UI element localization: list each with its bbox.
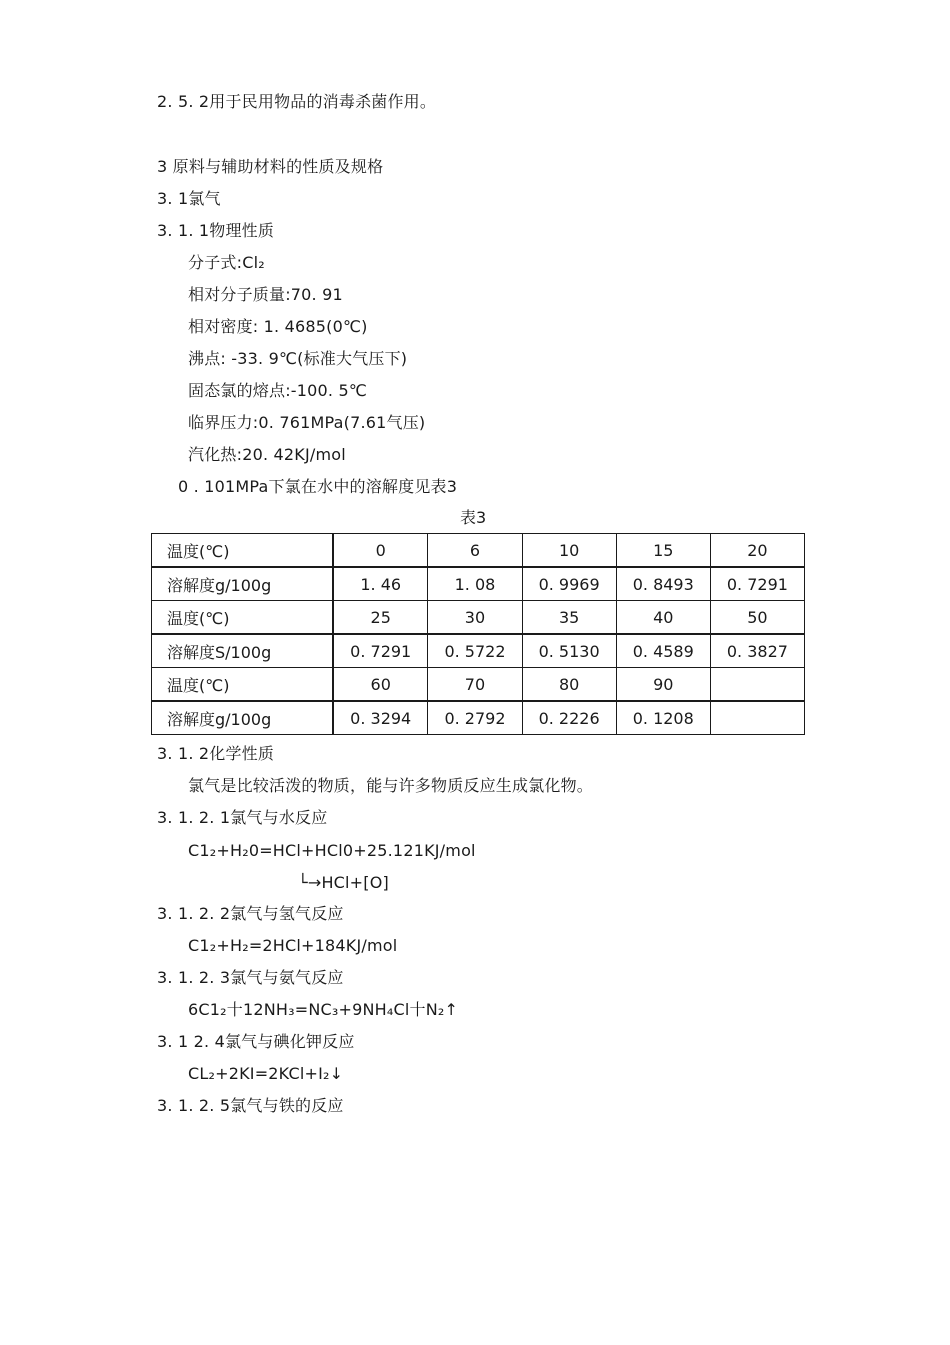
- solubility-table: [151, 533, 805, 735]
- vaporization-heat: 汽化热:20. 42KJ/mol: [188, 445, 346, 464]
- table-row: [152, 701, 805, 735]
- table-cell: 0. 2792: [428, 701, 522, 735]
- heading-3-1: 3. 1氯气: [157, 189, 221, 208]
- table-cell: 50: [710, 601, 804, 635]
- table-cell: 0. 2226: [522, 701, 616, 735]
- table-row: [152, 668, 805, 702]
- table-row: [152, 567, 805, 601]
- table-row: [152, 601, 805, 635]
- section-2-5-2: 2. 5. 2用于民用物品的消毒杀菌作用。: [157, 92, 437, 111]
- table-cell: [710, 701, 804, 735]
- heading-3-1-1: 3. 1. 1物理性质: [157, 221, 275, 240]
- table-cell: 1. 46: [333, 567, 428, 601]
- table-cell: 40: [616, 601, 710, 635]
- melting-point: 固态氯的熔点:-100. 5℃: [188, 381, 368, 400]
- table-cell: 0. 8493: [616, 567, 710, 601]
- table-cell: 10: [522, 534, 616, 568]
- table-cell: 0. 7291: [710, 567, 804, 601]
- equation-water-branch: └→HCl+[O]: [298, 873, 389, 892]
- table-cell: 0. 3827: [710, 634, 804, 668]
- table-cell: 20: [710, 534, 804, 568]
- heading-3-1-2-5: 3. 1. 2. 5氯气与铁的反应: [157, 1096, 344, 1115]
- table-cell: 0. 7291: [333, 634, 428, 668]
- table-row: [152, 634, 805, 668]
- table-cell: 0. 5130: [522, 634, 616, 668]
- table-cell: 6: [428, 534, 522, 568]
- molecular-mass: 相对分子质量:70. 91: [188, 285, 343, 304]
- heading-3: 3 原料与辅助材料的性质及规格: [157, 157, 384, 176]
- table-cell: 溶解度S/100g: [152, 634, 334, 668]
- table-cell: 35: [522, 601, 616, 635]
- solubility-intro: 0 . 101MPa下氯在水中的溶解度见表3: [178, 477, 458, 496]
- table-caption: 表3: [460, 508, 487, 527]
- table-cell: 25: [333, 601, 428, 635]
- table-cell: 0: [333, 534, 428, 568]
- table-cell: 0. 1208: [616, 701, 710, 735]
- table-cell: 0. 9969: [522, 567, 616, 601]
- heading-3-1-2-1: 3. 1. 2. 1氯气与水反应: [157, 808, 328, 827]
- equation-ammonia: 6C1₂十12NH₃=NC₃+9NH₄Cl十N₂↑: [188, 1000, 459, 1019]
- heading-3-1-2-4: 3. 1 2. 4氯气与碘化钾反应: [157, 1032, 355, 1051]
- table-cell: 30: [428, 601, 522, 635]
- table-cell: [710, 668, 804, 702]
- table-cell: 溶解度g/100g: [152, 567, 334, 601]
- heading-3-1-2-3: 3. 1. 2. 3氯气与氨气反应: [157, 968, 344, 987]
- table-cell: 80: [522, 668, 616, 702]
- table-row: [152, 534, 805, 568]
- table-cell: 70: [428, 668, 522, 702]
- molecular-formula: 分子式:Cl₂: [188, 253, 265, 272]
- equation-water: C1₂+H₂0=HCl+HCl0+25.121KJ/mol: [188, 841, 476, 860]
- table-cell: 15: [616, 534, 710, 568]
- relative-density: 相对密度: 1. 4685(0℃): [188, 317, 368, 336]
- table-cell: 溶解度g/100g: [152, 701, 334, 735]
- table-cell: 0. 3294: [333, 701, 428, 735]
- equation-ki: CL₂+2KI=2KCl+I₂↓: [188, 1064, 344, 1083]
- equation-hydrogen: C1₂+H₂=2HCl+184KJ/mol: [188, 936, 398, 955]
- table-cell: 1. 08: [428, 567, 522, 601]
- boiling-point: 沸点: -33. 9℃(标准大气压下): [188, 349, 408, 368]
- table-cell: 60: [333, 668, 428, 702]
- table-cell: 0. 4589: [616, 634, 710, 668]
- table-cell: 温度(℃): [152, 668, 334, 702]
- table-cell: 温度(℃): [152, 534, 334, 568]
- heading-3-1-2-2: 3. 1. 2. 2氯气与氢气反应: [157, 904, 344, 923]
- table-cell: 温度(℃): [152, 601, 334, 635]
- critical-pressure: 临界压力:0. 761MPa(7.61气压): [188, 413, 426, 432]
- table-cell: 90: [616, 668, 710, 702]
- chemical-intro: 氯气是比较活泼的物质，能与许多物质反应生成氯化物。: [188, 776, 594, 795]
- heading-3-1-2: 3. 1. 2化学性质: [157, 744, 275, 763]
- table-cell: 0. 5722: [428, 634, 522, 668]
